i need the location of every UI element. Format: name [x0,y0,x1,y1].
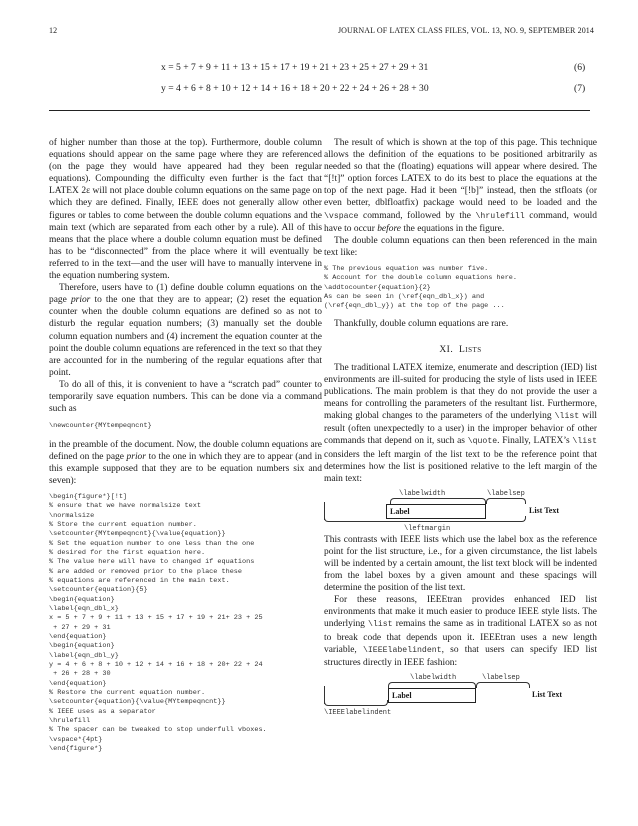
list-text: List Text [529,505,560,515]
paragraph-traditional-lists: The traditional LATEX itemize, enumerate and description (IED) list environments are ill-suited for producing the style of lists used in IEEE publications. The main problem is that they do not provide the user a means for controlling the parameters of the resultant list. Furthermore, making global changes to the parameters of the underlying \list will result (often unexpectedly to a user) in the improper behavior of other commands that depend on it, such as \quote. Finally, LATEX’s \list considers the left margin of the list text to be the reference point that determines how the list is positioned relative to the left margin of the main text: [324,362,597,484]
diagram-latex-list [324,488,597,532]
label-box-2: Label [388,688,476,703]
paragraph-steps: Therefore, users have to (1) define double column equations on the page prior to the one that they are to appear; (2) reset the equation counter when the double column equations are defined so as not to disturb the regular equation numbers; (3) manually set the double column equation numbers and (4) increment the equation counter at the point the double column equations are referenced in the text so that they are accounted for in the numbering of the regular equations after that point. [49,283,322,378]
page-number: 12 [49,26,58,35]
paragraph-preamble: in the preamble of the document. Now, the double column equations are defined on the page prior to the one in which they are to appear (and in this example supposed that they are to be equation numbers six and seven): [49,439,322,486]
paragraph-ieeetran-lists: For these reasons, IEEEtran provides enhanced IED list environments that make it much easier to produce IEEE style lists. The underlying \list remains the same as in traditional LATEX so as not to break code that depends upon it. IEEEtran uses a new length variable, \IEEElabelindent, so that users can specify IED list structures directly in IEEE fashion: [324,595,597,668]
brace-ieeelabelindent [324,700,388,706]
equation-x: x = 5 + 7 + 9 + 11 + 13 + 15 + 17 + 19 + 21 + 23 + 25 + 27 + 29 + 31 [161,62,429,73]
brace-labelsep [486,498,526,504]
label-labelsep: \labelsep [487,489,525,498]
code-addtocounter: % The previous equation was number five. % Account for the double column equations here. \addtocounter{equation}{2} As can be seen in (\ref{eqn_dbl_x}) and (\ref{eqn_dbl_y}) at the top of the page ... [324,264,518,311]
label-leftmargin: \leftmargin [404,524,451,533]
equation-separator-rule [49,110,590,111]
paragraph-contrast: This contrasts with IEEE lists which use the label box as the reference point for the list structure, i.e., for a given circumstance, the list labels will be indented by a certain amount, the list text block will be indented from the label boxes by a given amount and these spacings will determine the position of the list text. [324,534,597,594]
label-box: Label [386,504,486,519]
paragraph-referenced: The double column equations can then been referenced in the main text like: [324,235,597,258]
code-figure-equations: \begin{figure*}[!t] % ensure that we have normalsize text \normalsize % Store the current equation number. \setcounter{MYtempeqncnt}{\value{equation}} % Set the equation number to one less than the one % desired for the first equation here. % The value here will have to changed if equations % are added or removed prior to the place these % equations are referenced in the main text. \setcounter{equation}{5} \begin{equation} \label{eqn_dbl_x} x = 5 + 7 + 9 + 11 + 13 + 15 + 17 + 19 + 21+ 23 + 25 + 27 + 29 + 31 \end{equation} \begin{equation} \label{eqn_dbl_y} y = 4 + 6 + 8 + 10 + 12 + 14 + 16 + 18 + 20+ 22 + 24 + 26 + 28 + 30 \end{equation} % Restore the current equation number. \setcounter{equation}{\value{MYtempeqncnt}} % IEEE uses as a separator \hrulefill % The spacer can be tweaked to stop underfull vboxes. \vspace*{4pt} \end{figure*} [49,492,267,754]
running-header: JOURNAL OF LATEX CLASS FILES, VOL. 13, NO. 9, SEPTEMBER 2014 [337,26,594,35]
label-ieeelabelindent: \IEEElabelindent [324,708,392,717]
section-heading-lists: XI. Lists [439,344,482,355]
brace-leftmargin [324,516,526,522]
diagram-ieee-list [324,672,597,716]
code-newcounter: \newcounter{MYtempeqncnt} [49,422,152,431]
right-column [324,137,597,716]
equation-number-6: (6) [574,62,586,73]
equation-y: y = 4 + 6 + 8 + 10 + 12 + 14 + 16 + 18 + 20 + 22 + 24 + 26 + 28 + 30 [161,83,429,94]
left-column [49,137,322,755]
paragraph-thankfully: Thankfully, double column equations are rare. [334,318,509,329]
paragraph-scratch-pad: To do all of this, it is convenient to have a “scratch pad” counter to temporarily save equation numbers. This can be done via a command such as [49,379,322,415]
equation-number-7: (7) [574,83,586,94]
label-labelwidth-2: \labelwidth [410,673,457,682]
brace-labelsep-2 [476,682,530,688]
paragraph-result: The result of which is shown at the top of this page. This technique allows the definition of the equations to be positioned arbitrarily as needed so that the (floating) equations will appear where desired. The “[!t]” option forces LATEX to do its best to place the equations at the top of the next page. Had it been “[!b]” instead, then the stfloats (or even better, dblfloatfix) package would need to be loaded and the \vspace command, followed by the \hrulefill command, would have to occur before the equations in the figure. [324,138,598,234]
list-text-2: List Text [532,689,563,699]
label-labelsep-2: \labelsep [482,673,520,682]
label-labelwidth: \labelwidth [399,489,446,498]
paragraph-continued: of higher number than those at the top). Furthermore, double column equations should appear on the same page where they are referenced (on the page they would have appeared had they been regular equations). Compounding the difficulty even further is the fact that LATEX 2ε will not place double column equations on the same page on which they are defined. Finally, IEEE does not generally allow other figures or tables to come between the double column equations and the main text (which are separated from each other by a rule). All of this means that the place where a double column equation must be defined has to be “disconnected” from the place where it will eventually be referred to in the text—and the user will have to manually intervene in the equation numbering system. [49,138,322,282]
